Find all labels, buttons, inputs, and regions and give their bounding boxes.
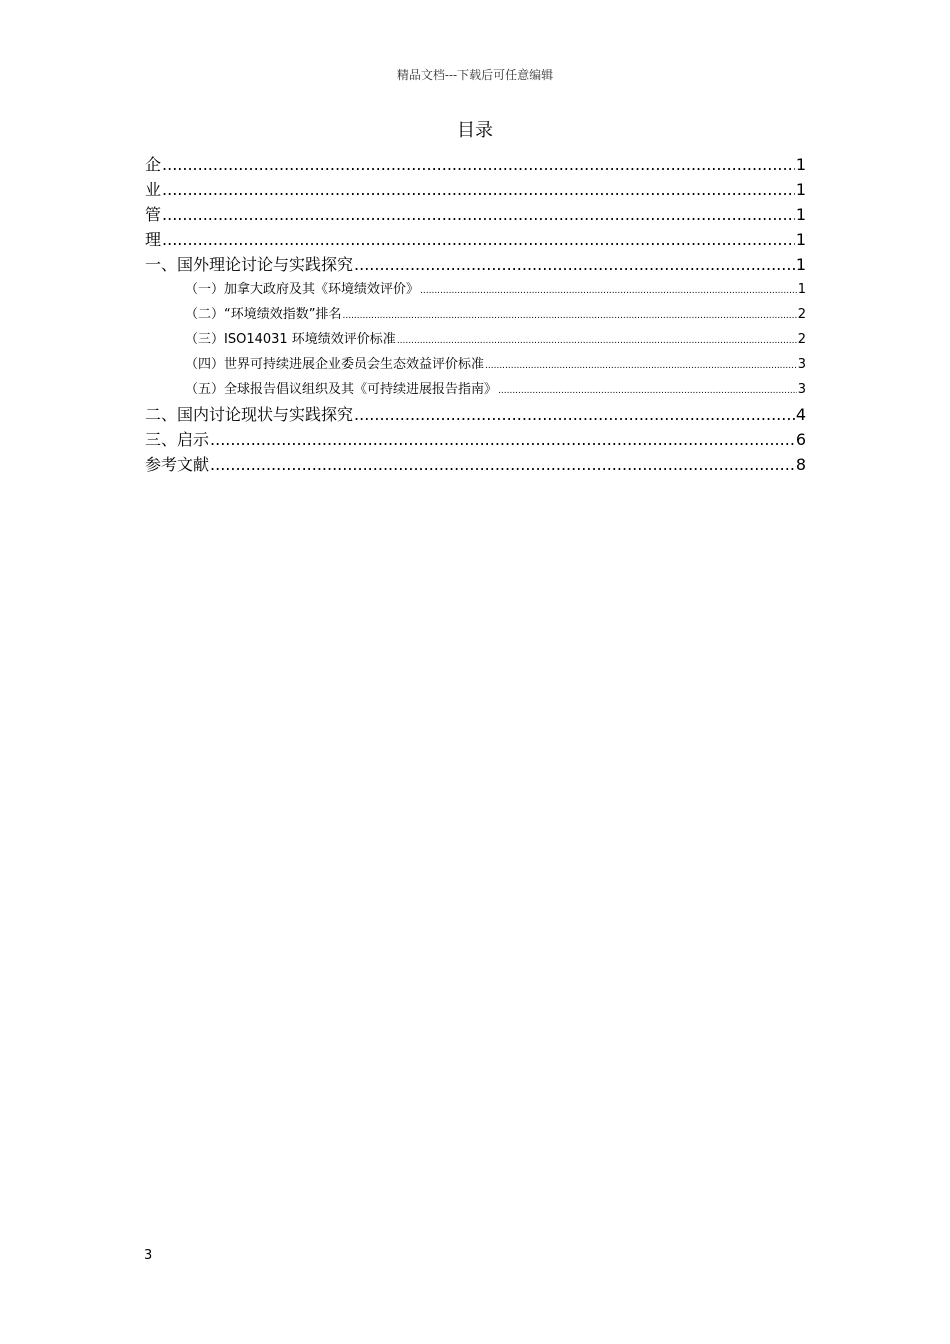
document-header: 精品文档---下载后可任意编辑 [396,68,554,82]
toc-title: 目录 [457,120,493,141]
dot-leader [420,277,797,302]
toc-entry[interactable] [145,202,806,227]
toc-subentry[interactable] [145,377,806,402]
toc-subentry[interactable] [145,327,806,352]
toc-entry-label: （二）“环境绩效指数”排名 [185,307,342,322]
toc-entry[interactable] [145,152,806,177]
toc-entry[interactable] [145,452,806,477]
toc-entry-label: （四）世界可持续进展企业委员会生态效益评价标准 [185,357,485,372]
dot-leader [162,152,795,177]
toc-entry-page: 3 [797,382,806,397]
dot-leader [342,302,796,327]
toc-entry-page: 3 [797,357,806,372]
toc-entry-label: 企 [145,155,162,174]
toc-entry[interactable] [145,252,806,277]
toc-entry-page: 8 [795,455,806,474]
toc-entry-label: 理 [145,230,162,249]
dot-leader [354,252,795,277]
toc-entry-page: 1 [795,230,806,249]
toc-entry-page: 2 [797,332,806,347]
toc-entry-page: 4 [795,405,806,424]
dot-leader [210,452,795,477]
dot-leader [162,202,795,227]
dot-leader [397,327,797,352]
toc-entry[interactable] [145,402,806,427]
toc-entry-page: 1 [795,180,806,199]
dot-leader [354,402,795,427]
toc-entry-page: 1 [797,282,806,297]
toc-subentry[interactable] [145,277,806,302]
dot-leader [485,352,797,377]
toc-entry-page: 2 [797,307,806,322]
dot-leader [162,227,795,252]
toc-entry-label: 业 [145,180,162,199]
toc-entry-label: （一）加拿大政府及其《环境绩效评价》 [185,282,420,297]
toc-entry-label: 一、国外理论讨论与实践探究 [145,255,354,274]
toc-entry-label: （三）ISO14031 环境绩效评价标准 [185,332,396,347]
toc-entry-label: （五）全球报告倡议组织及其《可持续进展报告指南》 [185,382,498,397]
table-of-contents [145,152,806,477]
page-number: 3 [144,1248,153,1263]
toc-entry[interactable] [145,427,806,452]
toc-entry-page: 1 [795,205,806,224]
toc-entry-label: 三、启示 [145,430,210,449]
toc-entry[interactable] [145,177,806,202]
toc-subentry[interactable] [145,352,806,377]
dot-leader [162,177,795,202]
toc-entry-label: 管 [145,205,162,224]
toc-entry-page: 1 [795,155,806,174]
dot-leader [498,377,797,402]
dot-leader [210,427,795,452]
toc-entry-label: 二、国内讨论现状与实践探究 [145,405,354,424]
toc-subentry[interactable] [145,302,806,327]
toc-entry-label: 参考文献 [145,455,210,474]
toc-entry-page: 6 [795,430,806,449]
toc-entry[interactable] [145,227,806,252]
toc-entry-page: 1 [795,255,806,274]
